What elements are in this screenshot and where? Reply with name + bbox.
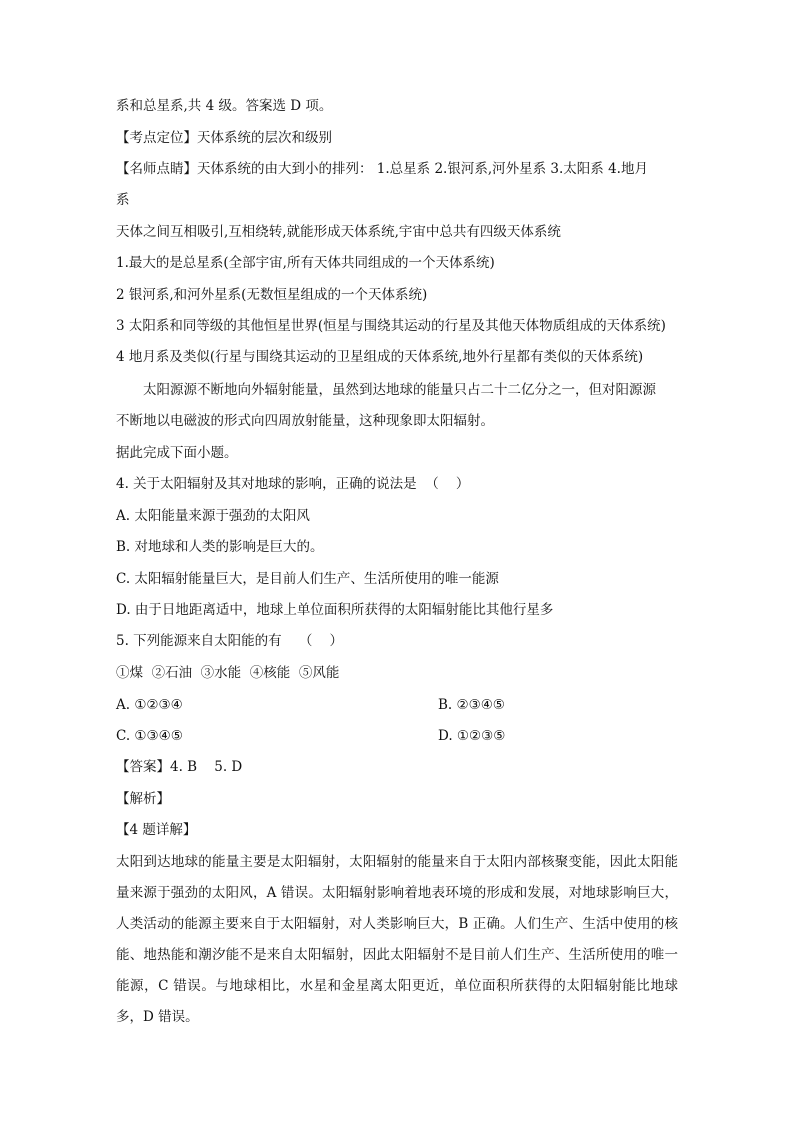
text-line: 3 太阳系和同等级的其他恒星世界(恒星与围绕其运动的行星及其他天体物质组成的天体系统)	[116, 318, 666, 334]
question-5-option-b: B. ②③④⑤	[438, 697, 505, 713]
text-line: 【名师点睛】天体系统的由大到小的排列： 1.总星系 2.银河系,河外星系 3.太阳系 4.地月	[116, 161, 648, 177]
question-5: 5. 下列能源来自太阳能的有 （ ）	[116, 633, 344, 649]
explanation-paragraph: 太阳到达地球的能量主要是太阳辐射，太阳辐射的能量来自于太阳内部核聚变能，因此太阳能量来源于强劲的太阳风，A 错误。太阳辐射影响着地表环境的形成和发展，对地球影响巨大，人类活动的能源主要来自于太阳辐射，对人类影响巨大，B 正确。人们生产、生活中使用的核能、地热能和潮汐能不是来自太阳辐射，因此太阳辐射不是目前人们生产、生活所使用的唯一能源，C 错误。与地球相比，水星和金星离太阳更近，单位面积所获得的太阳辐射能比地球多，D 错误。	[116, 854, 678, 1025]
question-4: 4. 关于太阳辐射及其对地球的影响，正确的说法是 （ ）	[116, 476, 470, 492]
analysis-heading: 【解析】	[116, 791, 170, 807]
text-line: 不断地以电磁波的形式向四周放射能量，这种现象即太阳辐射。	[116, 413, 494, 429]
question-5-option-a: A. ①②③④	[116, 697, 183, 713]
text-line: 系	[116, 192, 130, 208]
text-line: 天体之间互相吸引,互相绕转,就能形成天体系统,宇宙中总共有四级天体系统	[116, 224, 561, 240]
text-line: 太阳源源不断地向外辐射能量，虽然到达地球的能量只占二十二亿分之一，但对阳源源	[116, 382, 656, 398]
question-5-items: ①煤 ②石油 ③水能 ④核能 ⑤风能	[116, 665, 340, 681]
question-4-option-b: B. 对地球和人类的影响是巨大的。	[116, 539, 324, 555]
question-4-option-c: C. 太阳辐射能量巨大，是目前人们生产、生活所使用的唯一能源	[116, 571, 499, 587]
question-5-option-c: C. ①③④⑤	[116, 728, 183, 744]
text-line: 系和总星系,共 4 级。答案选 D 项。	[116, 98, 333, 114]
text-line: 1.最大的是总星系(全部宇宙,所有天体共同组成的一个天体系统)	[116, 255, 495, 271]
question-4-option-d: D. 由于日地距离适中，地球上单位面积所获得的太阳辐射能比其他行星多	[116, 602, 554, 618]
question-4-option-a: A. 太阳能量来源于强劲的太阳风	[116, 508, 310, 524]
section-heading: 【考点定位】天体系统的层次和级别	[116, 130, 332, 146]
text-line: 4 地月系及类似(行星与围绕其运动的卫星组成的天体系统,地外行星都有类似的天体系统)	[116, 349, 644, 365]
answer-line: 【答案】4. B 5. D	[116, 759, 243, 775]
text-line: 2 银河系,和河外星系(无数恒星组成的一个天体系统)	[116, 287, 428, 303]
question-5-option-d: D. ①②③⑤	[438, 728, 506, 744]
text-line: 据此完成下面小题。	[116, 445, 238, 461]
question-4-detail-heading: 【4 题详解】	[116, 822, 197, 838]
